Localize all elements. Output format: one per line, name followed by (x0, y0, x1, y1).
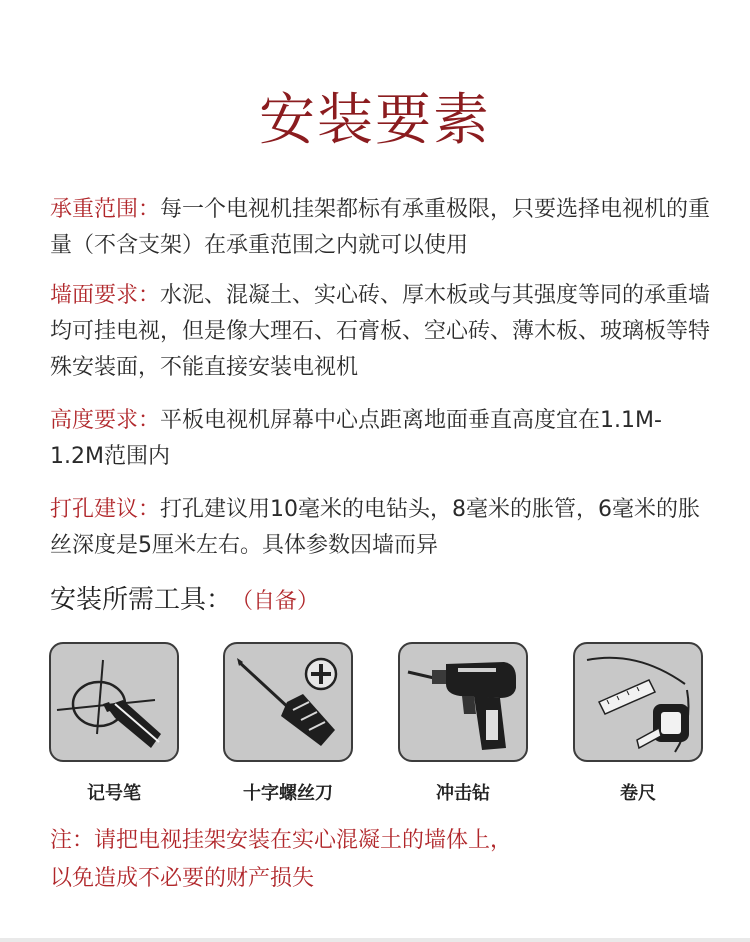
section-key: 高度要求： (50, 408, 161, 433)
marker-pen-icon (49, 642, 179, 762)
section-text: 水泥、混凝土、实心砖、厚木板或与其强度等同的承重墙均可挂电视，但是像大理石、石膏板、空心砖、薄木板、玻璃板等特殊安装面，不能直接安装电视机 (50, 283, 711, 380)
tool-label: 卷尺 (620, 783, 656, 804)
tool-drill (398, 642, 528, 806)
tape-measure-icon (573, 642, 703, 762)
tools-heading (50, 580, 319, 622)
tools-heading-text: 安装所需工具： (50, 585, 233, 615)
section-height-requirement (50, 403, 715, 475)
tool-screwdriver (223, 642, 353, 806)
tool-label: 十字螺丝刀 (243, 783, 333, 804)
section-load-range (50, 192, 715, 264)
notice-line: 注：请把电视挂架安装在实心混凝土的墙体上， (50, 828, 513, 853)
tool-marker (49, 642, 179, 806)
section-key: 墙面要求： (50, 283, 161, 308)
page-title: 安装要素 (259, 88, 491, 153)
section-text: 打孔建议用10毫米的电钻头，8毫米的胀管，6毫米的胀丝深度是5厘米左右。具体参数因墙而异 (50, 497, 701, 558)
tool-label: 记号笔 (87, 783, 141, 804)
notice-line: 以免造成不必要的财产损失 (50, 866, 315, 891)
section-text: 每一个电视机挂架都标有承重极限，只要选择电视机的重量（不含支架）在承重范围之内就可以使用 (50, 197, 711, 258)
tool-label: 冲击钻 (436, 783, 490, 804)
tools-row (0, 642, 750, 812)
section-text: 平板电视机屏幕中心点距离地面垂直高度宜在1.1M-1.2M范围内 (50, 408, 662, 469)
bottom-divider (0, 938, 750, 942)
phillips-screwdriver-icon (223, 642, 353, 762)
tool-tape (573, 642, 703, 806)
section-key: 打孔建议： (50, 497, 161, 522)
section-drilling-advice (50, 492, 715, 564)
tools-note: （自备） (242, 589, 320, 614)
installation-notice (50, 822, 710, 898)
impact-drill-icon (398, 642, 528, 762)
section-wall-requirement (50, 278, 715, 386)
section-key: 承重范围： (50, 197, 161, 222)
